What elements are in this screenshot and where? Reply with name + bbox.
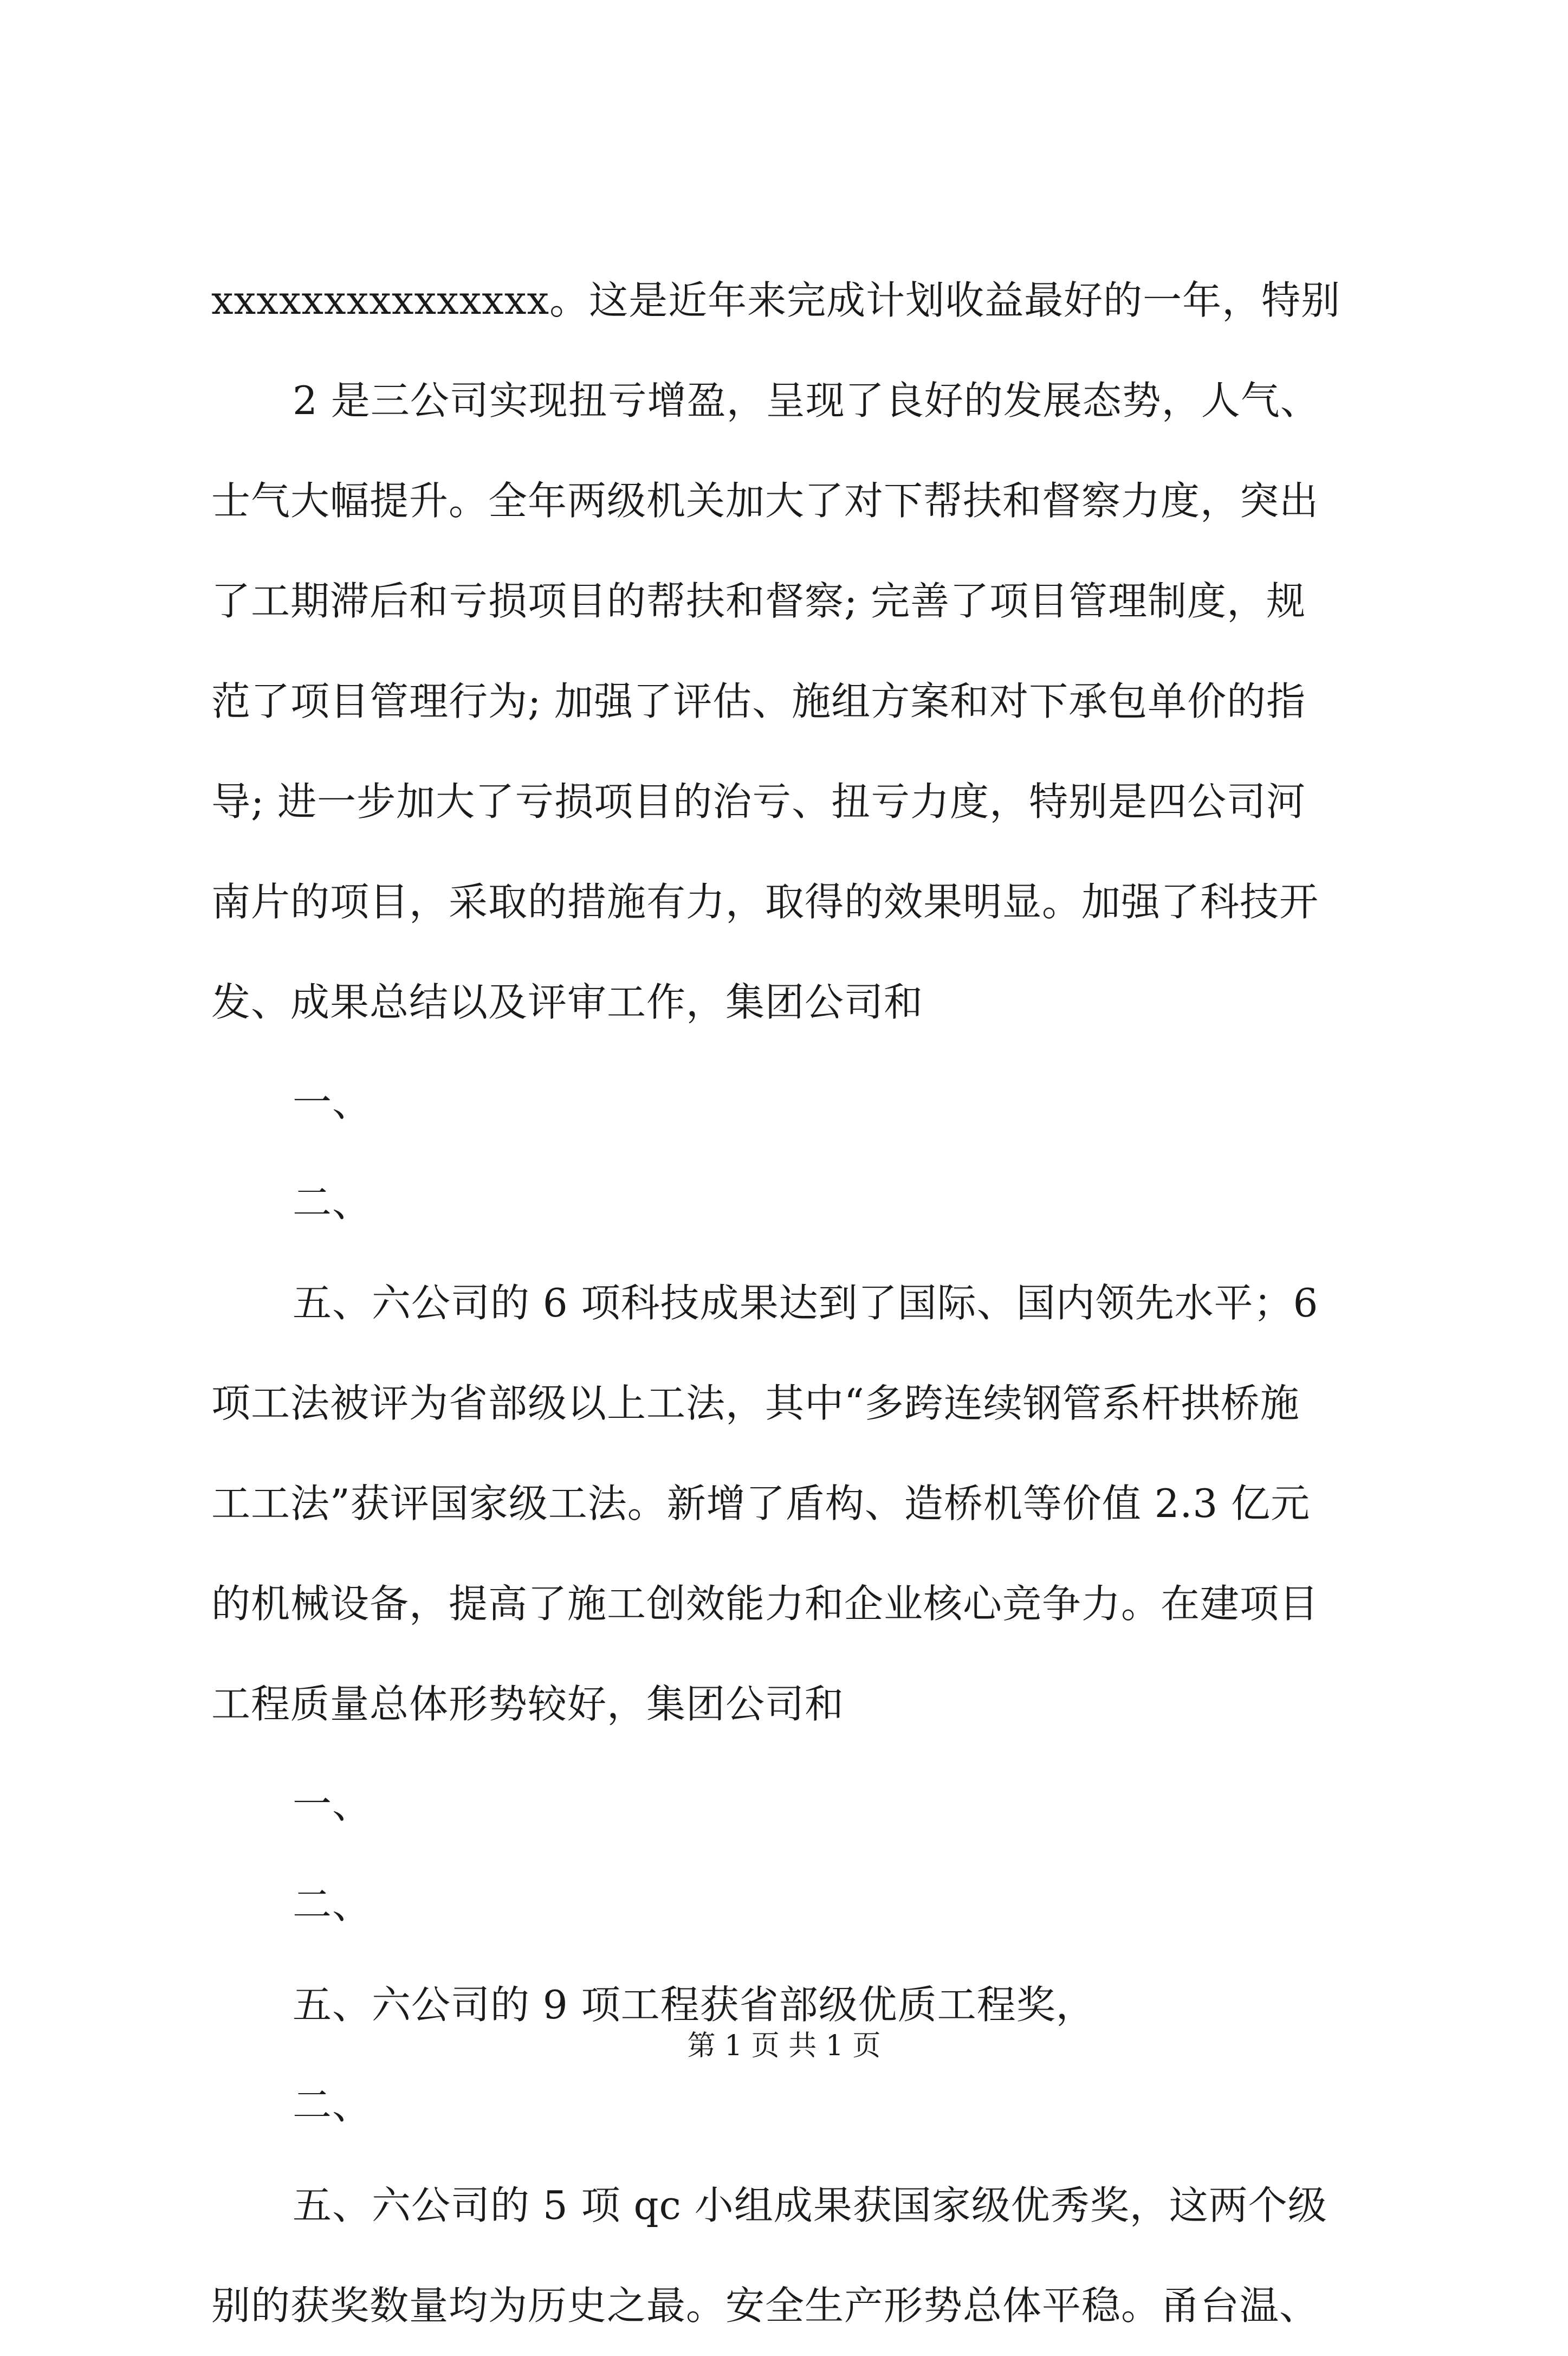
text-line-12: 项工法被评为省部级以上工法，其中“多跨连续钢管系杆拱桥施	[211, 1380, 1300, 1426]
text-line-16: 一、	[293, 1781, 372, 1827]
text-line-20: 五、六公司的 5 项 qc 小组成果获国家级优秀奖，这两个级	[293, 2183, 1327, 2228]
text-line-15: 工程质量总体形势较好，集团公司和	[211, 1681, 845, 1727]
page-footer: 第 1 页 共 1 页	[687, 2030, 881, 2062]
text-line-11: 五、六公司的 6 项科技成果达到了国际、国内领先水平；6	[293, 1280, 1319, 1326]
text-line-3: 士气大幅提升。全年两级机关加大了对下帮扶和督察力度，突出	[211, 478, 1319, 524]
text-line-10: 二、	[293, 1180, 372, 1225]
text-line-14: 的机械设备，提高了施工创效能力和企业核心竞争力。在建项目	[211, 1581, 1319, 1626]
text-line-6: 导; 进一步加大了亏损项目的治亏、扭亏力度，特别是四公司河	[211, 779, 1306, 824]
text-line-4: 了工期滞后和亏损项目的帮扶和督察; 完善了项目管理制度，规	[211, 578, 1306, 624]
text-line-13: 工工法”获评国家级工法。新增了盾构、造桥机等价值 2.3 亿元	[211, 1481, 1311, 1526]
text-line-2: 2 是三公司实现扭亏增盈，呈现了良好的发展态势，人气、	[293, 378, 1320, 423]
text-line-21: 别的获奖数量均为历史之最。安全生产形势总体平稳。甬台温、	[211, 2283, 1319, 2328]
text-line-8: 发、成果总结以及评审工作，集团公司和	[211, 979, 924, 1025]
text-line-1: xxxxxxxxxxxxxxx。这是近年来完成计划收益最好的一年，特别	[211, 277, 1341, 323]
text-line-18: 五、六公司的 9 项工程获省部级优质工程奖，	[293, 1982, 1096, 2028]
text-line-17: 二、	[293, 1882, 372, 1927]
text-line-5: 范了项目管理行为; 加强了评估、施组方案和对下承包单价的指	[211, 679, 1306, 724]
text-line-19: 二、	[293, 2082, 372, 2128]
text-line-7: 南片的项目，采取的措施有力，取得的效果明显。加强了科技开	[211, 879, 1319, 925]
text-line-9: 一、	[293, 1080, 372, 1125]
